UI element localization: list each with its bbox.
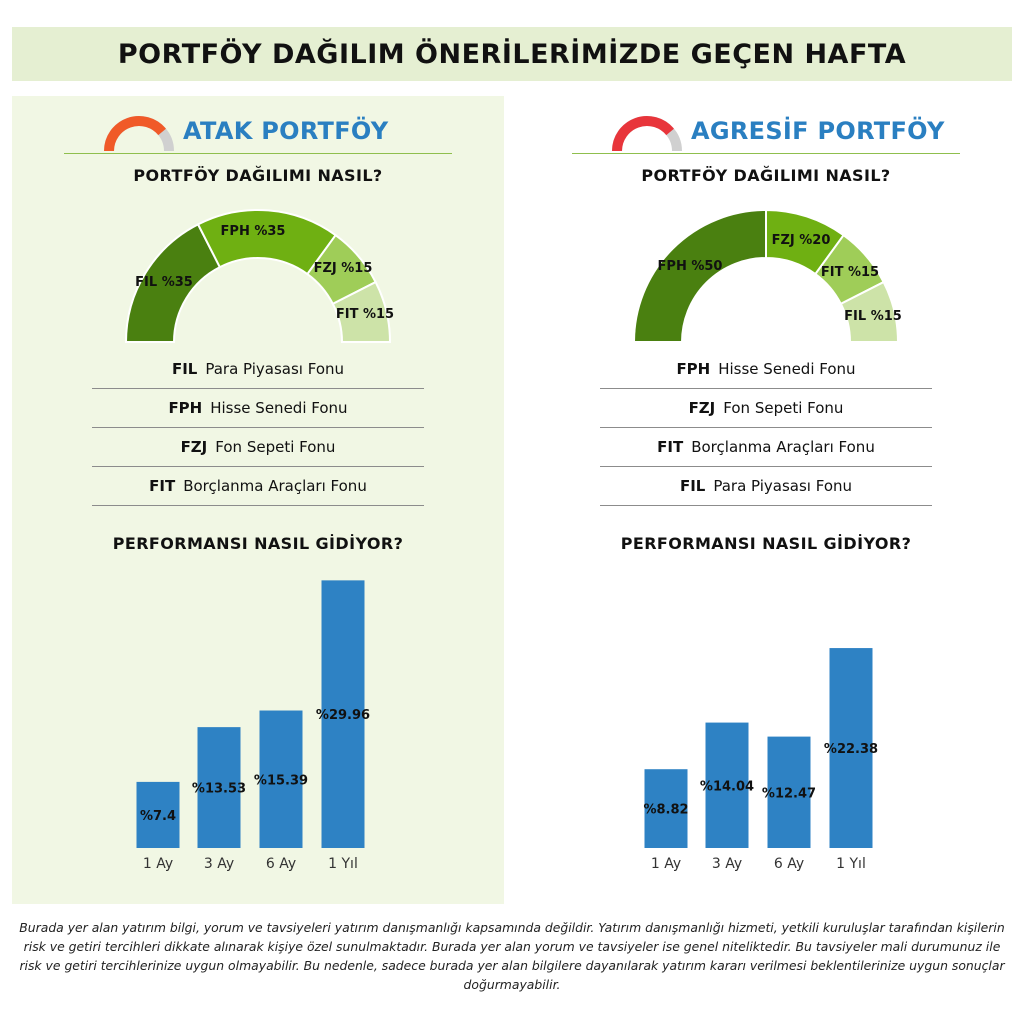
legend-code: FPH	[168, 399, 203, 417]
legend-name: Fon Sepeti Fonu	[723, 399, 844, 417]
legend-code: FZJ	[180, 438, 208, 456]
legend-row	[600, 428, 932, 467]
x-tick-label: 3 Ay	[203, 856, 235, 872]
atak-portfolio-header	[64, 114, 452, 154]
x-tick-label: 6 Ay	[773, 856, 805, 872]
x-tick-label: 1 Ay	[142, 856, 174, 872]
legend-code: FIT	[149, 477, 176, 495]
gauge-label-fil: FIL %15	[844, 309, 902, 324]
agresif-performance-chart	[520, 566, 1012, 886]
legend-row	[600, 389, 932, 428]
atak-portfolio-panel	[12, 96, 504, 904]
atak-portfolio-title: ATAK PORTFÖY	[183, 117, 389, 145]
legend-name: Hisse Senedi Fonu	[210, 399, 348, 417]
agresif-performance-heading: PERFORMANSI NASIL GİDİYOR?	[620, 534, 912, 553]
legend-name: Para Piyasası Fonu	[713, 477, 853, 495]
gauge-label-fit: FIT %15	[820, 265, 880, 280]
bar-data-label: %29.96	[315, 708, 371, 724]
bar-data-label: %12.47	[761, 786, 817, 802]
agresif-distribution-gauge	[520, 206, 1012, 346]
bar-data-label: %7.4	[139, 808, 177, 824]
bar-data-label: %13.53	[191, 781, 247, 797]
legend-name: Borçlanma Araçları Fonu	[691, 438, 875, 456]
legend-row	[92, 350, 424, 389]
legend-code: FIT	[657, 438, 684, 456]
title-banner	[12, 27, 1012, 81]
atak-fund-legend	[92, 350, 424, 506]
legend-name: Hisse Senedi Fonu	[718, 360, 856, 378]
legend-name: Borçlanma Araçları Fonu	[183, 477, 367, 495]
agresif-distribution-heading: PORTFÖY DAĞILIMI NASIL?	[641, 166, 891, 185]
agresif-fund-legend	[600, 350, 932, 506]
gauge-icon-arc	[617, 121, 670, 151]
atak-performance-chart	[12, 566, 504, 886]
atak-distribution-heading: PORTFÖY DAĞILIMI NASIL?	[133, 166, 383, 185]
bar-data-label: %14.04	[699, 779, 755, 795]
bar-data-label: %8.82	[643, 802, 689, 818]
x-tick-label: 6 Ay	[265, 856, 297, 872]
x-tick-label: 1 Ay	[650, 856, 682, 872]
bar-data-label: %22.38	[823, 742, 879, 758]
legend-row	[600, 350, 932, 389]
atak-distribution-gauge	[12, 206, 504, 346]
gauge-slice-fph	[634, 210, 766, 342]
gauge-label-fit: FIT %15	[335, 307, 395, 322]
atak-performance-heading: PERFORMANSI NASIL GİDİYOR?	[112, 534, 404, 553]
legend-row	[600, 467, 932, 506]
page-title: PORTFÖY DAĞILIM ÖNERİLERİMİZDE GEÇEN HAFTA	[117, 38, 907, 70]
bar-data-label: %15.39	[253, 773, 309, 789]
gauge-label-fph: FPH %50	[657, 259, 723, 274]
gauge-icon-arc	[109, 121, 162, 151]
legend-row	[92, 467, 424, 506]
x-tick-label: 1 Yıl	[836, 856, 866, 872]
agresif-portfolio-title: AGRESİF PORTFÖY	[691, 117, 945, 145]
x-tick-label: 3 Ay	[711, 856, 743, 872]
legend-name: Para Piyasası Fonu	[205, 360, 345, 378]
legend-row	[92, 389, 424, 428]
legend-name: Fon Sepeti Fonu	[215, 438, 336, 456]
legend-code: FIL	[171, 360, 198, 378]
gauge-label-fzj: FZJ %20	[771, 233, 831, 248]
agresif-portfolio-header	[572, 114, 960, 154]
x-tick-label: 1 Yıl	[328, 856, 358, 872]
legend-code: FPH	[676, 360, 711, 378]
legend-code: FIL	[679, 477, 706, 495]
gauge-label-fph: FPH %35	[220, 224, 286, 239]
disclaimer-text: Burada yer alan yatırım bilgi, yorum ve tavsiyeleri yatırım danışmanlığı kapsamında değildir. Yatırım danışmanlığı hizmeti, yetkili kuruluşlar tarafından kişilerin risk ve getiri tercihleri dikkate alınarak kişiye özel sunulmaktadır. Burada yer alan yorum ve tavsiyeler ise genel niteliktedir. Bu tavsiyeler mali durumunuz ile risk ve getiri tercihlerinize uygun olmayabilir. Bu nedenle, sadece burada yer alan bilgilere dayanılarak yatırım kararı verilmesi beklentilerinize uygun sonuçlar doğurmayabilir.	[19, 920, 1005, 992]
legend-code: FZJ	[688, 399, 716, 417]
gauge-label-fzj: FZJ %15	[313, 261, 373, 276]
gauge-icon	[611, 115, 683, 153]
legend-row	[92, 428, 424, 467]
gauge-label-fil: FIL %35	[135, 275, 193, 290]
agresif-portfolio-panel	[520, 96, 1012, 904]
gauge-icon	[103, 115, 175, 153]
